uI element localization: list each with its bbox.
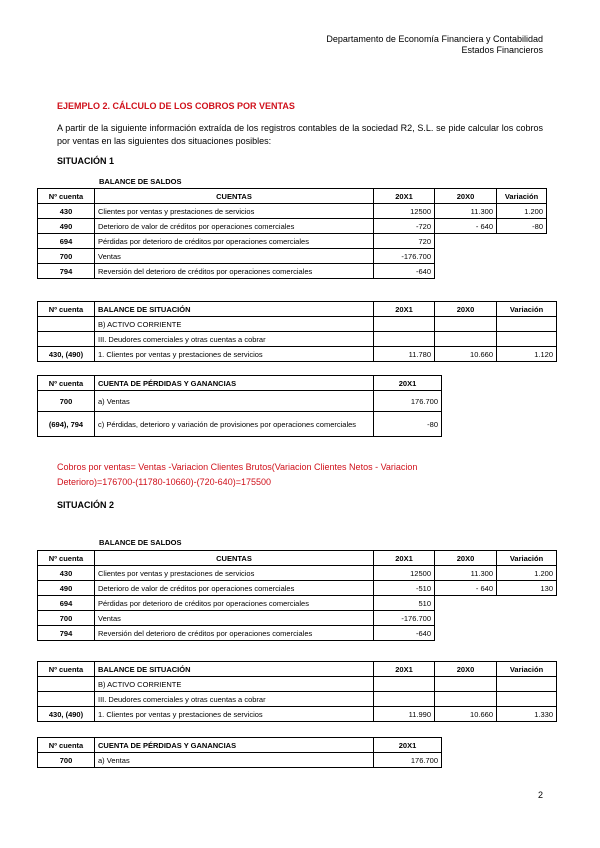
header-cell: CUENTA DE PÉRDIDAS Y GANANCIAS (95, 738, 374, 753)
table-row (38, 391, 442, 412)
header-cell: 20X0 (435, 189, 497, 204)
table-row (38, 611, 557, 626)
header-cell: Variación (497, 189, 547, 204)
header-cell: CUENTAS (95, 551, 374, 566)
table-header-row (38, 738, 442, 753)
table-header-row (38, 302, 557, 317)
s1-saldos-caption: BALANCE DE SALDOS (99, 177, 182, 186)
header-cell: Nº cuenta (38, 302, 95, 317)
value-variation: 130 (497, 581, 557, 596)
row-label: c) Pérdidas, deterioro y variación de provisiones por operaciones comerciales (95, 412, 374, 437)
table-row (38, 566, 557, 581)
header-cell: 20X0 (435, 662, 497, 677)
account-number: 430 (38, 204, 95, 219)
header-cell: 20X1 (374, 551, 435, 566)
row-label: B) ACTIVO CORRIENTE (95, 317, 374, 332)
intro-paragraph: A partir de la siguiente información extraída de los registros contables de la sociedad R2, S.L. se pide calcular los cobros por ventas en las siguientes dos situaciones posibles: (57, 123, 543, 146)
s1-balance-table (37, 301, 557, 362)
formula-line: Cobros por ventas= Ventas -Variacion Clientes Brutos(Variacion Clientes Netos - Variacion (57, 462, 418, 472)
header-cell: 20X0 (435, 551, 497, 566)
value-variation: 1.200 (497, 204, 547, 219)
account-number: 694 (38, 596, 95, 611)
account-number: 794 (38, 264, 95, 279)
table-row (38, 219, 547, 234)
header-cell: Variación (497, 551, 557, 566)
row-label: a) Ventas (95, 391, 374, 412)
table-row (38, 264, 547, 279)
account-name: Pérdidas por deterioro de créditos por operaciones comerciales (95, 234, 374, 249)
account-number: 430 (38, 566, 95, 581)
value-20x1: 12500 (374, 204, 435, 219)
account-number: 700 (38, 249, 95, 264)
account-name: Ventas (95, 611, 374, 626)
header-cell: BALANCE DE SITUACIÓN (95, 662, 374, 677)
situation-1-heading: SITUACIÓN 1 (57, 156, 115, 166)
table-row (38, 347, 557, 362)
value-20x1: 12500 (374, 566, 435, 581)
value-20x1: -176.700 (374, 611, 435, 626)
account-number: 430, (490) (38, 347, 95, 362)
account-number: 700 (38, 753, 95, 768)
header-cell: Variación (497, 302, 557, 317)
account-number: 794 (38, 626, 95, 641)
header-cell: Variación (497, 662, 557, 677)
header-cell: Nº cuenta (38, 551, 95, 566)
value-20x0: - 640 (435, 219, 497, 234)
account-number: 490 (38, 581, 95, 596)
situation-2-heading: SITUACIÓN 2 (57, 500, 115, 510)
value-20x0: 10.660 (435, 707, 497, 722)
page-header (326, 34, 543, 56)
table-row (38, 707, 557, 722)
header-department: Departamento de Economía Financiera y Contabilidad (326, 34, 543, 44)
formula-line: Deterioro)=176700-(11780-10660)-(720-640)=175500 (57, 477, 271, 487)
value-20x1: -176.700 (374, 249, 435, 264)
row-label: III. Deudores comerciales y otras cuentas a cobrar (95, 332, 374, 347)
account-number: (694), 794 (38, 412, 95, 437)
value-20x1: 11.780 (374, 347, 435, 362)
account-name: Ventas (95, 249, 374, 264)
header-cell: 20X0 (435, 302, 497, 317)
row-label: 1. Clientes por ventas y prestaciones de servicios (95, 707, 374, 722)
value-20x0: 11.300 (435, 566, 497, 581)
header-cell: Nº cuenta (38, 376, 95, 391)
example-title: EJEMPLO 2. CÁLCULO DE LOS COBROS POR VENTAS (57, 101, 295, 111)
table-row (38, 677, 557, 692)
page-number: 2 (537, 790, 543, 800)
row-label: B) ACTIVO CORRIENTE (95, 677, 374, 692)
table-header-row (38, 662, 557, 677)
table-header-row (38, 189, 547, 204)
s2-saldos-caption: BALANCE DE SALDOS (99, 538, 182, 547)
table-row (38, 234, 547, 249)
header-cell: 20X1 (374, 376, 442, 391)
header-cell: Nº cuenta (38, 189, 95, 204)
account-number: 490 (38, 219, 95, 234)
table-row (38, 581, 557, 596)
account-number: 430, (490) (38, 707, 95, 722)
account-name: Reversión del deterioro de créditos por operaciones comerciales (95, 264, 374, 279)
table-header-row (38, 551, 557, 566)
value-variation: 1.200 (497, 566, 557, 581)
s2-saldos-table (37, 550, 557, 641)
value-variation: 1.120 (497, 347, 557, 362)
row-label: a) Ventas (95, 753, 374, 768)
account-number: 694 (38, 234, 95, 249)
account-number: 700 (38, 391, 95, 412)
account-name: Deterioro de valor de créditos por operaciones comerciales (95, 581, 374, 596)
value-20x1: 510 (374, 596, 435, 611)
row-label: 1. Clientes por ventas y prestaciones de servicios (95, 347, 374, 362)
value-20x0: 11.300 (435, 204, 497, 219)
account-name: Reversión del deterioro de créditos por operaciones comerciales (95, 626, 374, 641)
header-cell: CUENTAS (95, 189, 374, 204)
account-number: 700 (38, 611, 95, 626)
header-cell: CUENTA DE PÉRDIDAS Y GANANCIAS (95, 376, 374, 391)
table-row (38, 626, 557, 641)
header-cell: 20X1 (374, 738, 442, 753)
table-header-row (38, 376, 442, 391)
header-subject: Estados Financieros (461, 45, 543, 55)
value-20x0: - 640 (435, 581, 497, 596)
header-cell: 20X1 (374, 189, 435, 204)
header-cell: 20X1 (374, 662, 435, 677)
account-name: Deterioro de valor de créditos por operaciones comerciales (95, 219, 374, 234)
value-variation: -80 (497, 219, 547, 234)
value-20x1: 720 (374, 234, 435, 249)
value-20x1: -510 (374, 581, 435, 596)
table-row (38, 249, 547, 264)
table-row (38, 317, 557, 332)
value-variation: 1.330 (497, 707, 557, 722)
value-20x1: -80 (374, 412, 442, 437)
value-20x1: 11.990 (374, 707, 435, 722)
header-cell: 20X1 (374, 302, 435, 317)
table-row (38, 596, 557, 611)
s1-pyg-table (37, 375, 442, 437)
table-row (38, 692, 557, 707)
row-label: III. Deudores comerciales y otras cuentas a cobrar (95, 692, 374, 707)
table-row (38, 204, 547, 219)
table-row (38, 332, 557, 347)
s1-formula (57, 460, 497, 490)
s2-pyg-table (37, 737, 442, 768)
value-20x1: 176.700 (374, 391, 442, 412)
table-row (38, 412, 442, 437)
header-cell: Nº cuenta (38, 738, 95, 753)
account-name: Clientes por ventas y prestaciones de servicios (95, 204, 374, 219)
header-cell: Nº cuenta (38, 662, 95, 677)
value-20x1: -720 (374, 219, 435, 234)
table-row (38, 753, 442, 768)
value-20x0: 10.660 (435, 347, 497, 362)
header-cell: BALANCE DE SITUACIÓN (95, 302, 374, 317)
account-name: Pérdidas por deterioro de créditos por operaciones comerciales (95, 596, 374, 611)
s2-balance-table (37, 661, 557, 722)
value-20x1: -640 (374, 626, 435, 641)
s1-saldos-table (37, 188, 547, 279)
value-20x1: 176.700 (374, 753, 442, 768)
account-name: Clientes por ventas y prestaciones de servicios (95, 566, 374, 581)
value-20x1: -640 (374, 264, 435, 279)
